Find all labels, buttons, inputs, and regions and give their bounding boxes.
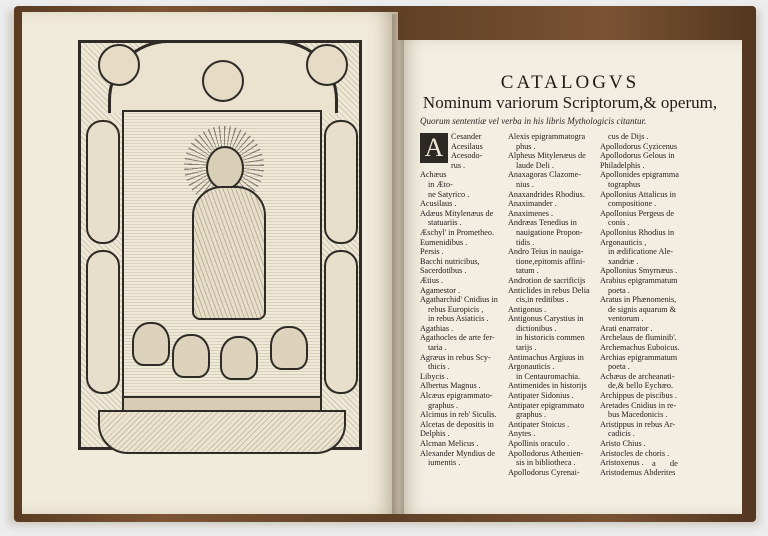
catalog-entry: Argonauticis , — [600, 237, 647, 247]
catalog-entry: graphus . — [428, 400, 459, 410]
catalog-entry: Antigonus Carystius in — [508, 314, 584, 324]
catalog-entry: Aristoxenus . — [600, 458, 644, 468]
catalog-entry: Anaxagoras Clazome- — [508, 170, 581, 180]
cherub-left-icon — [98, 44, 140, 86]
catalog-entry: Aratus in Phænomenis, — [600, 295, 677, 305]
catalog-entry: Apollonius Rhodius in — [600, 227, 675, 237]
catalog-entry: Eumenidibus . — [420, 237, 468, 247]
catalog-entry: phus . — [516, 141, 536, 151]
catalog-entry: Antipater Stoicus . — [508, 419, 570, 429]
catalog-entry: Libycis . — [420, 371, 449, 381]
decorated-initial: A — [420, 133, 448, 163]
catalog-entry: Persis . — [420, 247, 444, 257]
catalog-entry: dictionibus . — [516, 323, 557, 333]
catalog-entry: Anticlides in rebus Delia — [508, 285, 590, 295]
catalog-entry: in rebus Asiaticis . — [428, 314, 489, 324]
figure-head — [206, 146, 244, 190]
catalog-entry: in historicis commen — [516, 333, 585, 343]
catchword: de — [669, 458, 678, 468]
vase-icon — [172, 334, 210, 378]
catalog-entry: Apollodorus Athenien- — [508, 448, 584, 458]
catalog-entry: Acusilaus . — [420, 199, 457, 209]
catalog-entry: Alpheus Mitylenæus de — [508, 151, 586, 161]
catalog-entry: sis in bibliotheca . — [516, 458, 576, 468]
catalog-subtitle-line: Nominum variorum Scriptorum,& operum, — [422, 93, 718, 112]
catalog-entry: Agamestor . — [420, 285, 461, 295]
catalog-entry: thicis . — [428, 362, 450, 372]
catalog-title: CATALOGVS — [500, 72, 640, 93]
page-footer — [640, 458, 678, 468]
seated-figure — [192, 186, 266, 320]
catalog-entry: Cesander — [451, 132, 482, 141]
catalog-entry: Achæus de archeanati- — [600, 371, 675, 381]
catalog-entry: Achæus — [420, 170, 447, 180]
bowl-icon — [220, 336, 258, 380]
catalog-entry: Antigonus . — [508, 304, 547, 314]
catalog-entry: tidis . — [516, 237, 535, 247]
catalog-entry: Argonauticis . — [508, 362, 555, 372]
catalog-entry: Apollonius Attalicus in — [600, 189, 676, 199]
catalog-entry: Delphis . — [420, 429, 450, 439]
catalog-entry: Apollinis oraculo . — [508, 439, 570, 448]
catalog-entry: Apollodorus Cyzicenus — [600, 141, 678, 151]
woodcut-illustration — [78, 40, 362, 450]
catalog-entry: Arati enarrator . — [600, 323, 653, 333]
catalog-entry: Androtion de sacrificijs — [508, 275, 586, 285]
catalog-entry: Antimachus Argiuus in — [508, 352, 584, 362]
catalog-entry: Aristo Chius . — [600, 439, 646, 448]
catalog-entry: Aretades Cnidius in re- — [600, 400, 677, 410]
catalog-entry: ventorum . — [608, 314, 644, 324]
vase-icon — [132, 322, 170, 366]
catalog-entry: in Æto- — [428, 179, 453, 189]
catalog-entry: Antipater epigrammato — [508, 400, 585, 410]
catalog-entry: Anytes . — [508, 429, 536, 439]
scroll-ornament-right-top — [324, 120, 358, 244]
catalog-entry: Apollonius Pergeus de — [600, 208, 674, 218]
catalog-column-2 — [508, 132, 600, 477]
catalog-entry: rus . — [451, 160, 466, 170]
catalog-entry: Agatharchid' Cnidius in — [420, 295, 498, 305]
catalog-entry: Arabius epigrammatum — [600, 275, 678, 285]
catalog-entry: taria . — [428, 343, 447, 353]
catalog-entry: Agathocles de arte fer- — [420, 333, 495, 343]
catalog-entry: Aristippus in rebus Ar- — [600, 419, 676, 429]
catalog-entry: Archelaus de fluminib'. — [600, 333, 677, 343]
catalog-entry: bus Macedonicis . — [608, 410, 668, 420]
scroll-ornament-right-bottom — [324, 250, 358, 394]
catalog-entry: nius . — [516, 179, 534, 189]
catalog-entry: compositione . — [608, 199, 657, 209]
catalog-entry: Æschyl' in Prometheo. — [420, 227, 495, 237]
catalog-entry: tatum . — [516, 266, 539, 276]
catalog-entry: Alcetas de depositis in — [420, 419, 494, 429]
catalog-entry: Aristodemus Abderites — [600, 467, 676, 477]
bottom-ornament — [98, 410, 346, 454]
catalog-entry: Sacerdotibus . — [420, 266, 467, 276]
catalog-entry: Anaxandrides Rhodius. — [508, 189, 585, 199]
catalog-entry: Archippus de piscibus . — [600, 391, 677, 401]
catalog-entry: graphus . — [516, 410, 547, 420]
catalog-entry: Andræas Tenedius in — [508, 218, 577, 228]
catalog-entry: Adæus Mitylenæus de — [420, 208, 494, 218]
catalog-entry: statuariis . — [428, 218, 462, 228]
catalog-entry: xandriæ . — [608, 256, 639, 266]
catalog-entry: rebus Europicis , — [428, 304, 484, 314]
catalog-entry: Apollodorus Gelous in — [600, 151, 675, 161]
catalog-entry: tione,epitomis affini- — [516, 256, 585, 266]
catalog-entry: Bacchi nutricibus, — [420, 256, 480, 266]
catalog-entry: Agathias . — [420, 323, 454, 333]
catalog-entry: conis . — [608, 218, 630, 228]
catalog-entry: Antipater Sidonius . — [508, 391, 574, 401]
catalog-entry: tarijs . — [516, 343, 537, 353]
catalog-entry: tographus — [608, 179, 641, 189]
catalog-entry: Apollonides epigramma — [600, 170, 679, 180]
catalog-column-1 — [420, 132, 512, 468]
catalog-entry: in ædificatione Ale- — [608, 247, 674, 257]
catalog-entry: Alcman Melicus . — [420, 439, 479, 448]
catalog-entry: Anaximenes . — [508, 208, 554, 218]
catalog-entry: Alexis epigrammatogra — [508, 132, 586, 141]
catalog-entry: Acesilaus — [451, 141, 483, 151]
catalog-entry: in Centauromachia. — [516, 371, 581, 381]
flaming-vase-icon — [270, 326, 308, 370]
catalog-entry: nauigatione Propon- — [516, 227, 583, 237]
catalog-entry: poeta . — [608, 362, 630, 372]
catalog-description: Quorum sententiæ vel verba in his libris Mythologicis citantur. — [420, 116, 647, 126]
scroll-ornament-left-top — [86, 120, 120, 244]
catalog-entry: Alcimus in reb' Siculis. — [420, 410, 497, 420]
scroll-ornament-left-bottom — [86, 250, 120, 394]
catalog-entry: Anaximander . — [508, 199, 557, 209]
catalog-entry: iumentis . — [428, 458, 461, 468]
catalog-entry: Agræus in rebus Scy- — [420, 352, 491, 362]
catalog-entry: poeta . — [608, 285, 630, 295]
catalog-entry: Alcæus epigrammato- — [420, 391, 493, 401]
catalog-entry: Archemachus Euboicus. — [600, 343, 680, 353]
catalog-entry: Philadelphis . — [600, 160, 645, 170]
catalog-entry: cus de Dijs . — [608, 132, 649, 141]
cherub-right-icon — [306, 44, 348, 86]
catalog-entry: Antimenides in historijs — [508, 381, 587, 391]
catalog-entry: Andro Teius in nauiga- — [508, 247, 584, 257]
catalog-entry: de signis aquarum & — [608, 304, 676, 314]
catalog-entry: Apollodorus Cyrenai- — [508, 467, 580, 477]
catalog-entry: cadicis . — [608, 429, 635, 439]
catalog-entry: cis,in reditibus . — [516, 295, 569, 305]
catalog-entry: Acesodo- — [451, 151, 483, 161]
illustration-panel — [122, 110, 322, 400]
catalog-entry: Ætius . — [420, 275, 444, 285]
signature-mark: a — [652, 458, 656, 468]
mask-face-icon — [202, 60, 244, 102]
catalog-column-3 — [600, 132, 720, 477]
catalog-entry: Alexander Myndius de — [420, 448, 496, 458]
catalog-entry: ne Satyrico . — [428, 189, 470, 199]
catalog-entry: Albertus Magnus . — [420, 381, 481, 391]
catalog-entry: Archias epigrammatum — [600, 352, 678, 362]
catalog-entry: de,& bello Eychæo. — [608, 381, 674, 391]
catalog-entry: Aristocles de choris . — [600, 448, 670, 458]
catalog-entry: Apollonius Smyrnæus . — [600, 266, 678, 276]
catalog-entry: laude Deli . — [516, 160, 554, 170]
